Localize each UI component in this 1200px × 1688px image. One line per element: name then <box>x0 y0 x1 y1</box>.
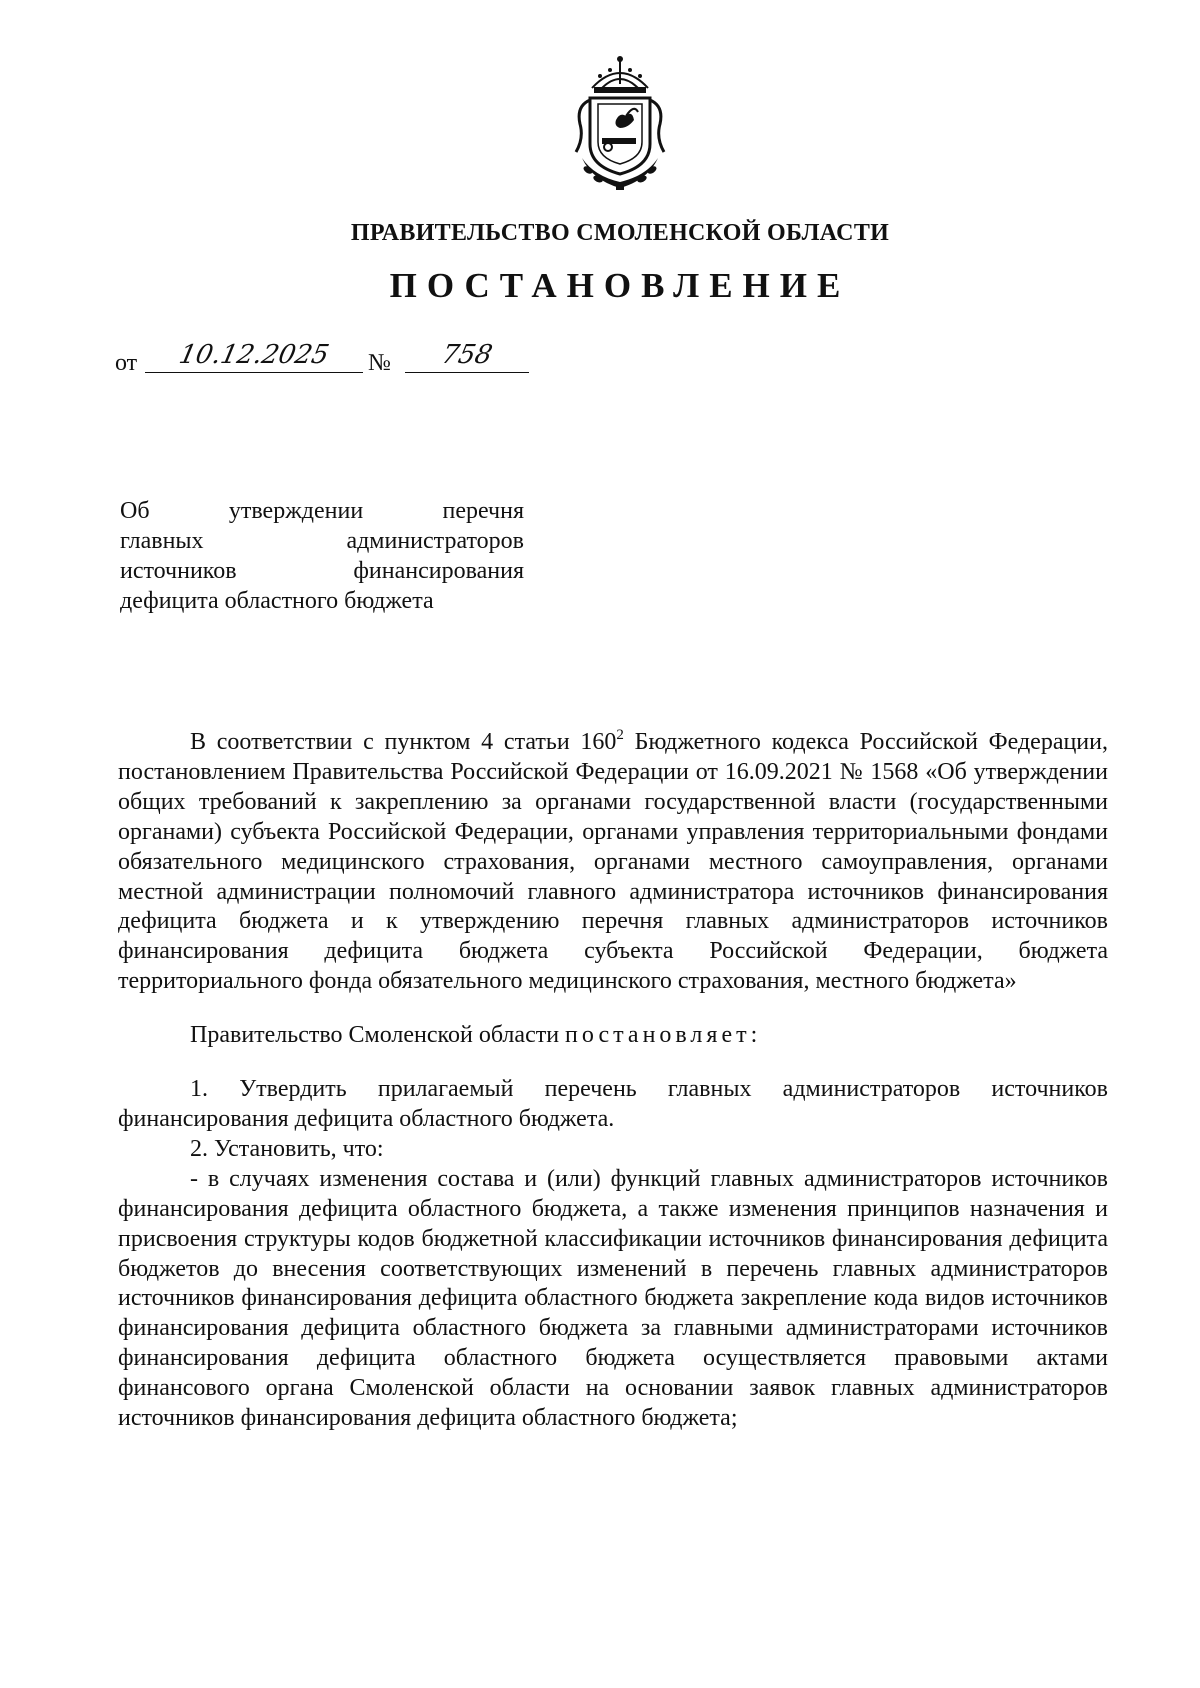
handwritten-number: 758 <box>438 340 496 370</box>
government-name: ПРАВИТЕЛЬСТВО СМОЛЕНСКОЙ ОБЛАСТИ <box>350 220 890 246</box>
resolution-paragraph: Правительство Смоленской области постановляет: <box>190 1022 758 1049</box>
document-type: ПОСТАНОВЛЕНИЕ <box>389 266 851 305</box>
date-number-line <box>115 338 535 378</box>
coat-of-arms-icon <box>562 54 678 194</box>
item-1-paragraph: 1. Утвердить прилагаемый перечень главных администраторов источников финансирования дефицита областного бюджета. <box>118 1076 1108 1132</box>
document-subject <box>120 496 524 616</box>
item-2-paragraph: 2. Установить, что: <box>190 1135 384 1162</box>
subject-line-2: главных администраторов <box>120 528 524 554</box>
subject-line-3: источников финансирования <box>120 558 524 584</box>
preamble-paragraph: В соответствии с пунктом 4 статьи $160^2$ Бюджетного кодекса Российской Федерации, постановлением Правительства Российской Федерации от 16.09.2021 № 1568 «Об утверждении общих требований к закреплению за органами государственной власти (государственными органами) субъекта Российской Федерации, органами управления территориальными фондами обязательного медицинского страхования, органами местного самоуправления, органами местной администрации полномочий главного администратора источников финансирования дефицита бюджета и к утверждению перечня главных администраторов источников финансирования дефицита бюджета субъекта Российской Федерации, бюджета территориального фонда обязательного медицинского страхования, местного бюджета» <box>118 727 1108 995</box>
handwritten-date: 10.12.2025 <box>176 340 332 370</box>
subject-line-1: Об утверждении перечня <box>120 498 524 524</box>
subject-line-4: дефицита областного бюджета <box>120 588 434 614</box>
number-sign: № <box>368 350 391 376</box>
item-2-subitem-paragraph: - в случаях изменения состава и (или) функций главных администраторов источников финансирования дефицита областного бюджета, а также изменения принципов назначения и присвоения структуры кодов бюджетной классификации источников финансирования дефицита бюджетов до внесения соответствующих изменений в перечень главных администраторов источников финансирования дефицита областного бюджета закрепление кода видов источников финансирования дефицита областного бюджета за главными администраторами источников финансирования дефицита областного бюджета осуществляется правовыми актами финансового органа Смоленской области на основании заявок главных администраторов источников финансирования дефицита областного бюджета; <box>118 1165 1108 1432</box>
number-blank <box>405 338 529 373</box>
date-blank <box>145 338 363 373</box>
date-prefix: от <box>115 350 138 376</box>
document-body <box>118 728 1108 1434</box>
